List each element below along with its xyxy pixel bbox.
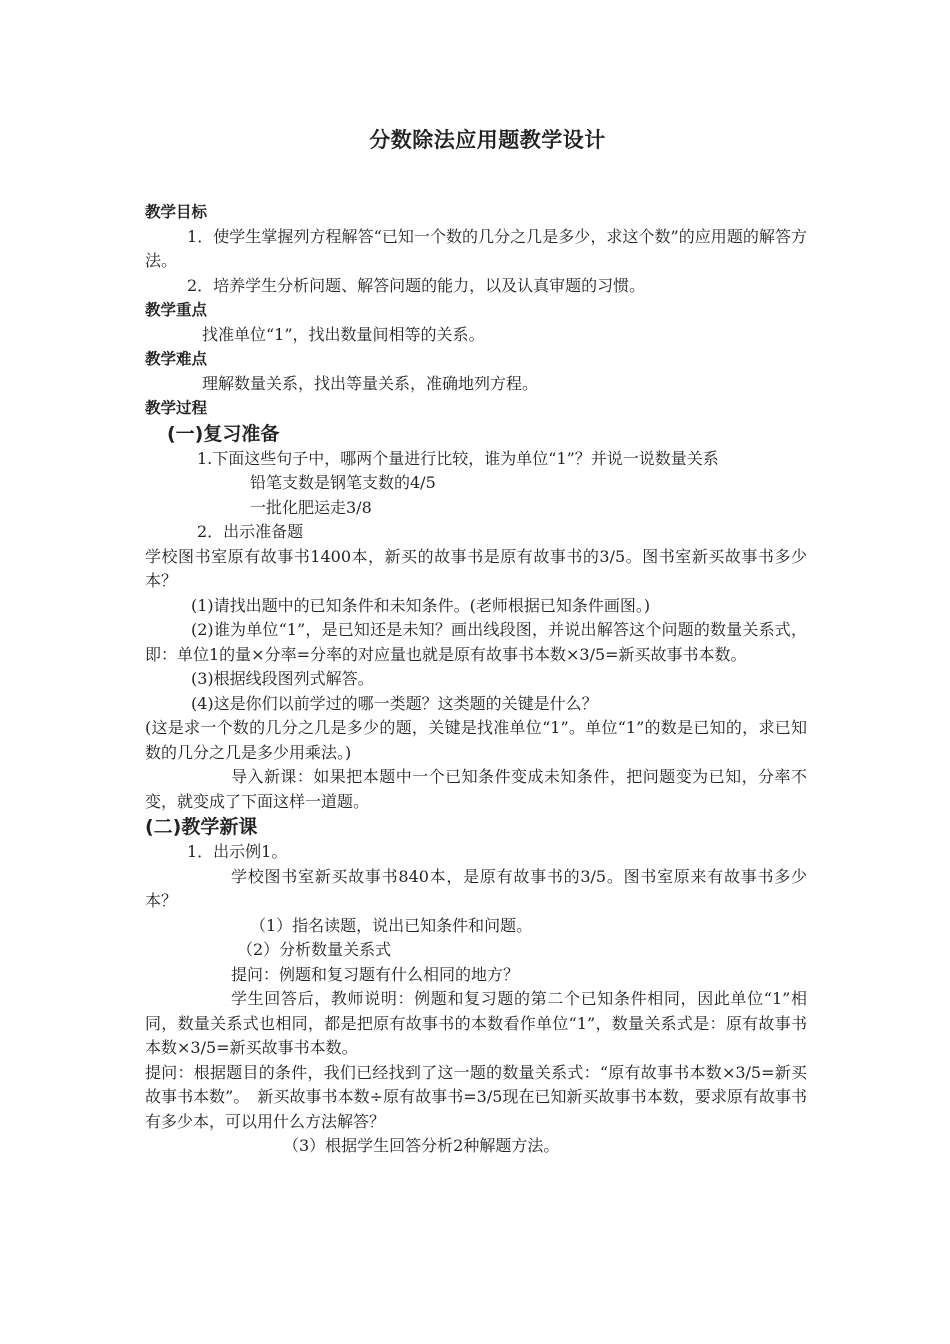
- review-step-4: (4)这是你们以前学过的哪一类题？这类题的关键是什么？: [191, 693, 598, 713]
- review-step-1: (1)请找出题中的已知条件和未知条件。(老师根据已知条件画图。): [191, 595, 651, 615]
- key-text: 找准单位“1”，找出数量间相等的关系。: [202, 324, 485, 344]
- goal-item-2: 2．培养学生分析问题、解答问题的能力，以及认真审题的习惯。: [187, 275, 646, 295]
- review-question-2: 2．出示准备题: [197, 522, 304, 541]
- example-question-2: 提问：根据题目的条件，我们已经找到了这一题的数量关系式：“原有故事书本数×3/5=新买故事书本数”。 新买故事书本数÷原有故事书=3/5现在已知新买故事书本数，要求原有故事书有多少本，可以用什么方法解答？: [145, 1062, 807, 1131]
- review-example-1: 铅笔支数是钢笔支数的4/5: [250, 473, 436, 492]
- review-example-2: 一批化肥运走3/8: [250, 497, 372, 517]
- example-answer: 学生回答后，教师说明：例题和复习题的第二个已知条件相同，因此单位“1”相同，数量关系式也相同，都是把原有故事书的本数看作单位“1”，数量关系式是：原有故事书本数×3/5=新买故事书本数。: [145, 989, 807, 1057]
- key-heading: 教学重点: [145, 301, 208, 319]
- review-question-1: 1.下面这些句子中，哪两个量进行比较，谁为单位“1”？并说一说数量关系: [197, 448, 719, 468]
- example-problem: 学校图书室新买故事书840本，是原有故事书的3/5。图书室原来有故事书多少本？: [145, 866, 807, 910]
- review-step-2: (2)谁为单位“1”，是已知还是未知？画出线段图，并说出解答这个问题的数量关系式，即：单位1的量×分率=分率的对应量也就是原有故事书本数×3/5=新买故事书本数。: [145, 620, 807, 664]
- document-title: 分数除法应用题教学设计: [369, 127, 606, 152]
- difficulty-text: 理解数量关系，找出等量关系，准确地列方程。: [202, 373, 539, 393]
- goal-item-1: 1．使学生掌握列方程解答“已知一个数的几分之几是多少，求这个数”的应用题的解答方法。: [145, 226, 807, 270]
- example-step-1: （1）指名读题，说出已知条件和问题。: [250, 915, 533, 935]
- process-heading: 教学过程: [145, 399, 208, 417]
- review-step-3: (3)根据线段图列式解答。: [191, 669, 374, 688]
- part1-heading: (一)复习准备: [167, 422, 280, 445]
- example-step-2: （2）分析数量关系式: [237, 940, 392, 959]
- review-note: (这是求一个数的几分之几是多少的题，关键是找准单位“1”。单位“1”的数是已知的，求已知数的几分之几是多少用乘法。): [145, 718, 807, 762]
- difficulty-heading: 教学难点: [145, 350, 208, 368]
- review-problem: 学校图书室原有故事书1400本，新买的故事书是原有故事书的3/5。图书室新买故事书多少本？: [145, 546, 807, 590]
- new-lesson-intro: 导入新课：如果把本题中一个已知条件变成未知条件，把问题变为已知，分率不变，就变成了下面这样一道题。: [145, 767, 807, 811]
- part2-heading: (二)教学新课: [145, 816, 258, 838]
- example-label: 1．出示例1。: [187, 842, 288, 861]
- goal-heading: 教学目标: [145, 203, 208, 221]
- document-body: [145, 200, 807, 1159]
- example-question: 提问：例题和复习题有什么相同的地方？: [231, 964, 520, 984]
- example-step-3: （3）根据学生回答分析2种解题方法。: [283, 1136, 560, 1155]
